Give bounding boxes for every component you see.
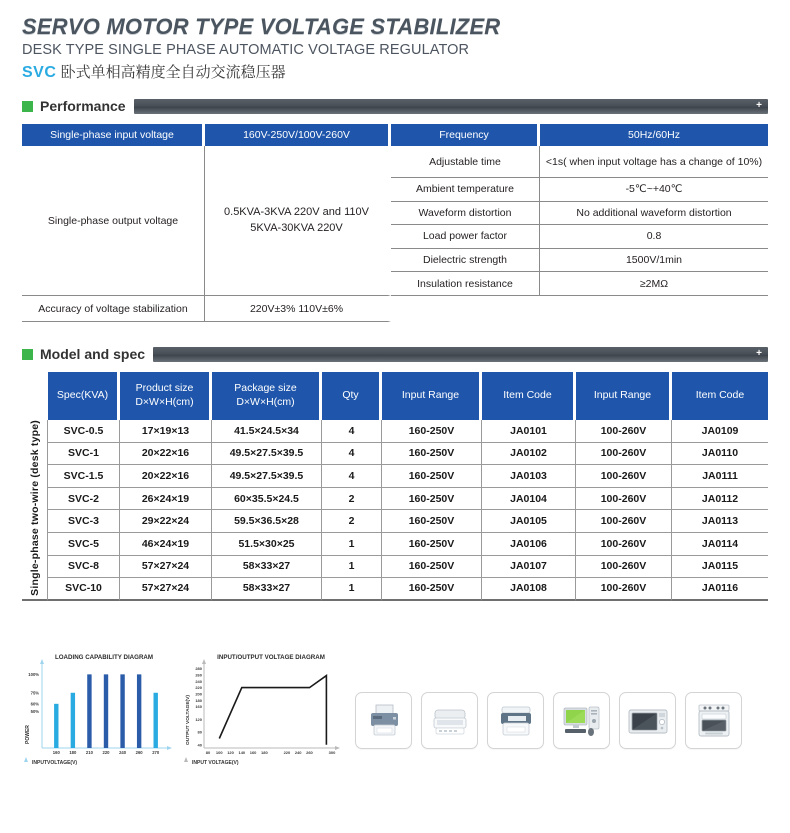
bar-chart-title: LOADING CAPABILITY DIAGRAM xyxy=(54,654,154,661)
svg-text:210: 210 xyxy=(85,750,93,755)
svg-text:280: 280 xyxy=(195,666,202,672)
svg-text:120: 120 xyxy=(227,750,234,755)
col-header-7-line1: Item Code xyxy=(695,389,745,402)
stove-icon xyxy=(692,701,736,741)
svg-text:240: 240 xyxy=(195,678,202,684)
bar-260 xyxy=(137,674,141,748)
computer-icon xyxy=(560,701,604,741)
cell-qty: 2 xyxy=(322,510,382,533)
svg-text:260: 260 xyxy=(306,750,313,755)
cell-package-size: 58×33×27 xyxy=(212,578,322,601)
row-group-label xyxy=(22,420,48,601)
input-output-voltage-svg xyxy=(176,645,348,773)
cell-product-size: 20×22×16 xyxy=(120,443,212,466)
table-row xyxy=(22,124,768,146)
bar-xlabel-arrow-icon xyxy=(24,757,28,762)
loading-capability-svg xyxy=(18,645,178,773)
col-header-0-line1: Spec(KVA) xyxy=(56,389,109,402)
svg-text:220: 220 xyxy=(102,750,110,755)
appliance-icons-row xyxy=(355,692,742,749)
expand-plus-icon[interactable]: + xyxy=(756,348,762,359)
svg-text:160: 160 xyxy=(195,704,202,710)
bar-x-axis-label: INPUTVOLTAGE(V) xyxy=(32,760,78,766)
svg-text:260: 260 xyxy=(135,750,143,755)
cell-item-code-1: JA0106 xyxy=(482,533,576,556)
svg-text:240: 240 xyxy=(119,750,127,755)
loading-capability-chart xyxy=(18,645,178,773)
section-bar-performance xyxy=(134,99,768,114)
section-bar-model xyxy=(153,347,768,362)
col-header-2-line1: Package size xyxy=(234,382,297,395)
corner-cell xyxy=(22,372,48,420)
col-header-1-line1: Product size xyxy=(135,382,194,395)
appliance-scanner xyxy=(421,692,478,749)
cell-item-code-2: JA0116 xyxy=(672,578,768,601)
cell-package-size: 41.5×24.5×34 xyxy=(212,420,322,443)
table-row xyxy=(22,296,768,322)
svg-text:260: 260 xyxy=(195,672,202,678)
line-y-axis-label: OUTPUT VOLTAGE(V) xyxy=(186,695,191,745)
svg-text:160: 160 xyxy=(249,750,257,755)
printer-icon xyxy=(362,701,406,741)
bar-240 xyxy=(120,674,124,748)
cell-product-size: 57×27×24 xyxy=(120,578,212,601)
scanner-icon xyxy=(428,701,472,741)
cell-input-range-2: 100-260V xyxy=(576,465,672,488)
perf-output-voltage-label: Single-phase output voltage xyxy=(22,146,205,296)
section-header-performance xyxy=(22,98,790,114)
cell-input-range-1: 160-250V xyxy=(382,510,482,533)
page-subtitle: DESK TYPE SINGLE PHASE AUTOMATIC VOLTAGE REGULATOR xyxy=(22,42,470,58)
svg-text:80: 80 xyxy=(205,750,211,755)
perf-row-label-3: Load power factor xyxy=(391,225,540,249)
cell-input-range-1: 160-250V xyxy=(382,488,482,511)
cell-item-code-2: JA0115 xyxy=(672,556,768,579)
cell-input-range-1: 160-250V xyxy=(382,465,482,488)
cell-item-code-1: JA0102 xyxy=(482,443,576,466)
svg-text:220: 220 xyxy=(195,685,202,691)
copier-icon xyxy=(494,701,538,741)
expand-plus-icon[interactable]: + xyxy=(756,100,762,111)
svg-text:180: 180 xyxy=(195,697,202,703)
table-row xyxy=(22,533,768,556)
col-header-2 xyxy=(212,372,322,420)
cell-item-code-1: JA0105 xyxy=(482,510,576,533)
cell-package-size: 59.5×36.5×28 xyxy=(212,510,322,533)
svg-text:200: 200 xyxy=(195,691,202,697)
cell-input-range-1: 160-250V xyxy=(382,556,482,579)
col-header-4 xyxy=(382,372,482,420)
model-table-wrapper xyxy=(22,372,768,601)
appliance-copier xyxy=(487,692,544,749)
cell-item-code-2: JA0114 xyxy=(672,533,768,556)
svg-text:50%: 50% xyxy=(30,708,39,714)
model-spec-table xyxy=(22,372,768,601)
col-header-7 xyxy=(672,372,768,420)
col-header-6-line1: Input Range xyxy=(593,389,652,402)
cell-qty: 2 xyxy=(322,488,382,511)
perf-input-voltage-label: Single-phase input voltage xyxy=(22,124,205,146)
cell-spec: SVC-3 xyxy=(48,510,120,533)
svg-text:40: 40 xyxy=(197,742,202,748)
bar-x-tick-labels xyxy=(53,750,160,755)
line-y-tick-labels xyxy=(195,666,202,747)
cell-item-code-2: JA0109 xyxy=(672,420,768,443)
model-table-header-row xyxy=(22,372,768,420)
cell-spec: SVC-2 xyxy=(48,488,120,511)
line-x-tick-labels xyxy=(206,750,336,755)
cell-item-code-1: JA0103 xyxy=(482,465,576,488)
cell-product-size: 29×22×24 xyxy=(120,510,212,533)
cell-item-code-2: JA0110 xyxy=(672,443,768,466)
perf-row-label-4: Dielectric strength xyxy=(391,249,540,273)
col-header-1 xyxy=(120,372,212,420)
line-x-axis-label: INPUT VOLTAGE(V) xyxy=(192,760,239,766)
col-header-6 xyxy=(576,372,672,420)
perf-row-label-5: Insulation resistance xyxy=(391,272,540,296)
svg-text:180: 180 xyxy=(261,750,268,755)
row-group-label-text: Single-phase two-wire (desk type) xyxy=(28,420,41,596)
col-header-1-line2: D×W×H(cm) xyxy=(135,396,194,408)
page-title-chinese xyxy=(22,61,790,82)
table-row xyxy=(22,488,768,511)
cell-qty: 4 xyxy=(322,420,382,443)
appliance-microwave xyxy=(619,692,676,749)
cell-product-size: 20×22×16 xyxy=(120,465,212,488)
output-voltage-line1: 0.5KVA-3KVA 220V and 110V xyxy=(224,205,369,218)
perf-output-voltage-value xyxy=(205,146,391,296)
bar-180 xyxy=(71,693,75,748)
cell-item-code-1: JA0107 xyxy=(482,556,576,579)
col-header-4-line1: Input Range xyxy=(401,389,460,402)
cell-qty: 4 xyxy=(322,443,382,466)
perf-accuracy-label: Accuracy of voltage stabilization xyxy=(22,296,205,322)
cell-input-range-1: 160-250V xyxy=(382,533,482,556)
bar-270 xyxy=(154,693,158,748)
perf-frequency-label: Frequency xyxy=(391,124,540,146)
perf-row-value-4: 1500V/1min xyxy=(540,249,768,273)
svg-text:100%: 100% xyxy=(28,671,39,677)
perf-row-value-3: 0.8 xyxy=(540,225,768,249)
svg-text:160: 160 xyxy=(52,750,60,755)
svg-text:75%: 75% xyxy=(30,690,39,696)
cell-input-range-2: 100-260V xyxy=(576,488,672,511)
perf-row-value-1: -5℃~+40℃ xyxy=(540,178,768,202)
perf-row-label-2: Waveform distortion xyxy=(391,202,540,226)
line-xlabel-arrow-icon xyxy=(184,757,188,762)
line-chart-title: INPUT/OUTPUT VOLTAGE DIAGRAM xyxy=(217,654,325,661)
section-header-model xyxy=(22,346,790,362)
cell-input-range-1: 160-250V xyxy=(382,578,482,601)
cell-package-size: 49.5×27.5×39.5 xyxy=(212,443,322,466)
cell-qty: 1 xyxy=(322,556,382,579)
cell-spec: SVC-1.5 xyxy=(48,465,120,488)
cell-input-range-2: 100-260V xyxy=(576,510,672,533)
cell-input-range-2: 100-260V xyxy=(576,443,672,466)
cell-package-size: 58×33×27 xyxy=(212,556,322,579)
green-square-icon xyxy=(22,101,33,112)
line-y-arrow-icon xyxy=(202,659,206,664)
cell-package-size: 60×35.5×24.5 xyxy=(212,488,322,511)
table-row xyxy=(22,465,768,488)
input-output-voltage-chart xyxy=(176,645,348,773)
cell-item-code-1: JA0104 xyxy=(482,488,576,511)
svg-text:270: 270 xyxy=(152,750,160,755)
cell-qty: 4 xyxy=(322,465,382,488)
cell-package-size: 51.5×30×25 xyxy=(212,533,322,556)
section-title-performance: Performance xyxy=(40,98,126,114)
cell-qty: 1 xyxy=(322,578,382,601)
bar-160 xyxy=(54,704,58,748)
section-title-model: Model and spec xyxy=(40,346,146,362)
cell-item-code-2: JA0112 xyxy=(672,488,768,511)
cell-spec: SVC-10 xyxy=(48,578,120,601)
table-row xyxy=(22,443,768,466)
cell-spec: SVC-5 xyxy=(48,533,120,556)
svg-text:120: 120 xyxy=(195,716,202,722)
cell-item-code-2: JA0111 xyxy=(672,465,768,488)
cell-qty: 1 xyxy=(322,533,382,556)
appliance-computer xyxy=(553,692,610,749)
table-row xyxy=(22,146,768,178)
svg-text:300: 300 xyxy=(328,750,336,755)
bar-y-axis-label: POWER xyxy=(25,725,31,744)
col-header-0 xyxy=(48,372,120,420)
performance-table-wrapper xyxy=(22,124,768,322)
cell-product-size: 57×27×24 xyxy=(120,556,212,579)
table-row xyxy=(22,556,768,579)
green-square-icon xyxy=(22,349,33,360)
perf-accuracy-value: 220V±3% 110V±6% xyxy=(205,296,391,322)
table-row xyxy=(22,578,768,601)
cell-item-code-2: JA0113 xyxy=(672,510,768,533)
output-voltage-line2: 5KVA-30KVA 220V xyxy=(250,221,343,234)
cell-input-range-1: 160-250V xyxy=(382,420,482,443)
perf-row-label-1: Ambient temperature xyxy=(391,178,540,202)
cell-input-range-2: 100-260V xyxy=(576,533,672,556)
cell-spec: SVC-1 xyxy=(48,443,120,466)
cell-product-size: 17×19×13 xyxy=(120,420,212,443)
cell-input-range-2: 100-260V xyxy=(576,556,672,579)
appliance-stove xyxy=(685,692,742,749)
perf-row-value-2: No additional waveform distortion xyxy=(540,202,768,226)
svg-text:60%: 60% xyxy=(30,701,39,707)
col-header-5-line1: Item Code xyxy=(503,389,552,402)
perf-row-value-0: <1s( when input voltage has a change of 10%) xyxy=(540,146,768,178)
cell-spec: SVC-0.5 xyxy=(48,420,120,443)
chinese-subtitle: 卧式单相高精度全自动交流稳压器 xyxy=(60,64,286,81)
line-series xyxy=(219,676,326,745)
perf-row-value-5: ≥2MΩ xyxy=(540,272,768,296)
bar-x-arrow-icon xyxy=(167,746,172,750)
perf-input-voltage-value: 160V-250V/100V-260V xyxy=(205,124,391,146)
cell-package-size: 49.5×27.5×39.5 xyxy=(212,465,322,488)
col-header-3 xyxy=(322,372,382,420)
perf-frequency-value: 50Hz/60Hz xyxy=(540,124,768,146)
col-header-2-line2: D×W×H(cm) xyxy=(236,396,295,408)
table-row xyxy=(22,510,768,533)
bar-y-arrow-icon xyxy=(40,659,44,664)
appliance-printer xyxy=(355,692,412,749)
cell-input-range-2: 100-260V xyxy=(576,578,672,601)
svg-text:220: 220 xyxy=(283,750,291,755)
svg-text:240: 240 xyxy=(294,750,302,755)
svg-text:80: 80 xyxy=(197,729,202,735)
col-header-5 xyxy=(482,372,576,420)
cell-item-code-1: JA0108 xyxy=(482,578,576,601)
col-header-3-line1: Qty xyxy=(342,389,359,402)
cell-spec: SVC-8 xyxy=(48,556,120,579)
svg-text:180: 180 xyxy=(69,750,77,755)
cell-item-code-1: JA0101 xyxy=(482,420,576,443)
performance-table xyxy=(22,124,768,322)
bar-series xyxy=(54,674,158,748)
svc-brand-label: SVC xyxy=(22,64,57,81)
page-title: SERVO MOTOR TYPE VOLTAGE STABILIZER xyxy=(22,14,501,39)
svg-text:100: 100 xyxy=(215,750,223,755)
perf-row-label-0: Adjustable time xyxy=(391,146,540,178)
svg-text:140: 140 xyxy=(238,750,246,755)
cell-input-range-2: 100-260V xyxy=(576,420,672,443)
cell-product-size: 46×24×19 xyxy=(120,533,212,556)
bar-220 xyxy=(104,674,108,748)
line-x-arrow-icon xyxy=(335,746,340,750)
table-row xyxy=(22,420,768,443)
cell-product-size: 26×24×19 xyxy=(120,488,212,511)
bar-210 xyxy=(87,674,91,748)
page-header xyxy=(0,0,790,82)
cell-input-range-1: 160-250V xyxy=(382,443,482,466)
microwave-icon xyxy=(625,701,671,741)
bar-y-tick-labels xyxy=(28,672,39,714)
